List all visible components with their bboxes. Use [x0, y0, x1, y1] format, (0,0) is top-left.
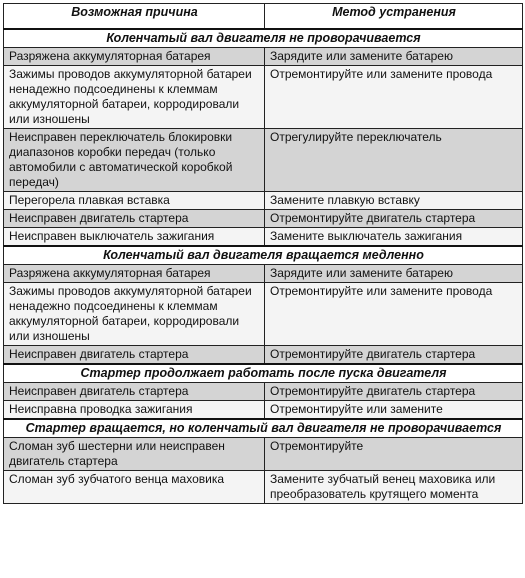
section-header-row	[4, 246, 523, 265]
cause-cell: Зажимы проводов аккумуляторной батареи ненадежно подсоединены к клеммам аккумуляторной батареи, корродировали или изношены	[4, 283, 265, 346]
cause-cell: Неисправен переключатель блокировки диапазонов коробки передач (только автомобили с автоматической коробкой передач)	[4, 129, 265, 192]
section-title: Коленчатый вал двигателя вращается медленно	[4, 246, 523, 265]
table-row	[4, 438, 523, 471]
table-row	[4, 66, 523, 129]
table-row	[4, 192, 523, 210]
cause-cell: Неисправен выключатель зажигания	[4, 228, 265, 247]
section-title: Стартер вращается, но коленчатый вал двигателя не проворачивается	[4, 419, 523, 438]
cause-cell: Перегорела плавкая вставка	[4, 192, 265, 210]
cause-cell: Разряжена аккумуляторная батарея	[4, 48, 265, 66]
cause-cell: Неисправен двигатель стартера	[4, 210, 265, 228]
section-header-row	[4, 29, 523, 48]
table-row	[4, 471, 523, 504]
cause-cell: Неисправна проводка зажигания	[4, 401, 265, 420]
table-row	[4, 401, 523, 420]
table-row	[4, 228, 523, 247]
section-title: Коленчатый вал двигателя не проворачивается	[4, 29, 523, 48]
remedy-cell: Зарядите или замените батарею	[265, 48, 523, 66]
column-header-remedy: Метод устранения	[265, 4, 523, 30]
cause-cell: Неисправен двигатель стартера	[4, 383, 265, 401]
remedy-cell: Отремонтируйте	[265, 438, 523, 471]
section-header-row	[4, 364, 523, 383]
cause-cell: Зажимы проводов аккумуляторной батареи ненадежно подсоединены к клеммам аккумуляторной батареи, корродировали или изношены	[4, 66, 265, 129]
remedy-cell: Отремонтируйте двигатель стартера	[265, 383, 523, 401]
cause-cell: Сломан зуб зубчатого венца маховика	[4, 471, 265, 504]
remedy-cell: Зарядите или замените батарею	[265, 265, 523, 283]
table-header-row	[4, 4, 523, 30]
troubleshooting-table	[3, 3, 523, 504]
cause-cell: Разряжена аккумуляторная батарея	[4, 265, 265, 283]
table-row	[4, 346, 523, 365]
table-row	[4, 265, 523, 283]
remedy-cell: Отрегулируйте переключатель	[265, 129, 523, 192]
remedy-cell: Замените зубчатый венец маховика или преобразователь крутящего момента	[265, 471, 523, 504]
remedy-cell: Замените плавкую вставку	[265, 192, 523, 210]
section-title: Стартер продолжает работать после пуска двигателя	[4, 364, 523, 383]
remedy-cell: Отремонтируйте или замените провода	[265, 283, 523, 346]
table-body	[4, 29, 523, 504]
remedy-cell: Отремонтируйте или замените провода	[265, 66, 523, 129]
cause-cell: Неисправен двигатель стартера	[4, 346, 265, 365]
remedy-cell: Отремонтируйте или замените	[265, 401, 523, 420]
remedy-cell: Отремонтируйте двигатель стартера	[265, 346, 523, 365]
table-row	[4, 210, 523, 228]
table-row	[4, 283, 523, 346]
table-row	[4, 48, 523, 66]
column-header-cause: Возможная причина	[4, 4, 265, 30]
table-row	[4, 129, 523, 192]
remedy-cell: Отремонтируйте двигатель стартера	[265, 210, 523, 228]
cause-cell: Сломан зуб шестерни или неисправен двигатель стартера	[4, 438, 265, 471]
remedy-cell: Замените выключатель зажигания	[265, 228, 523, 247]
section-header-row	[4, 419, 523, 438]
table-row	[4, 383, 523, 401]
